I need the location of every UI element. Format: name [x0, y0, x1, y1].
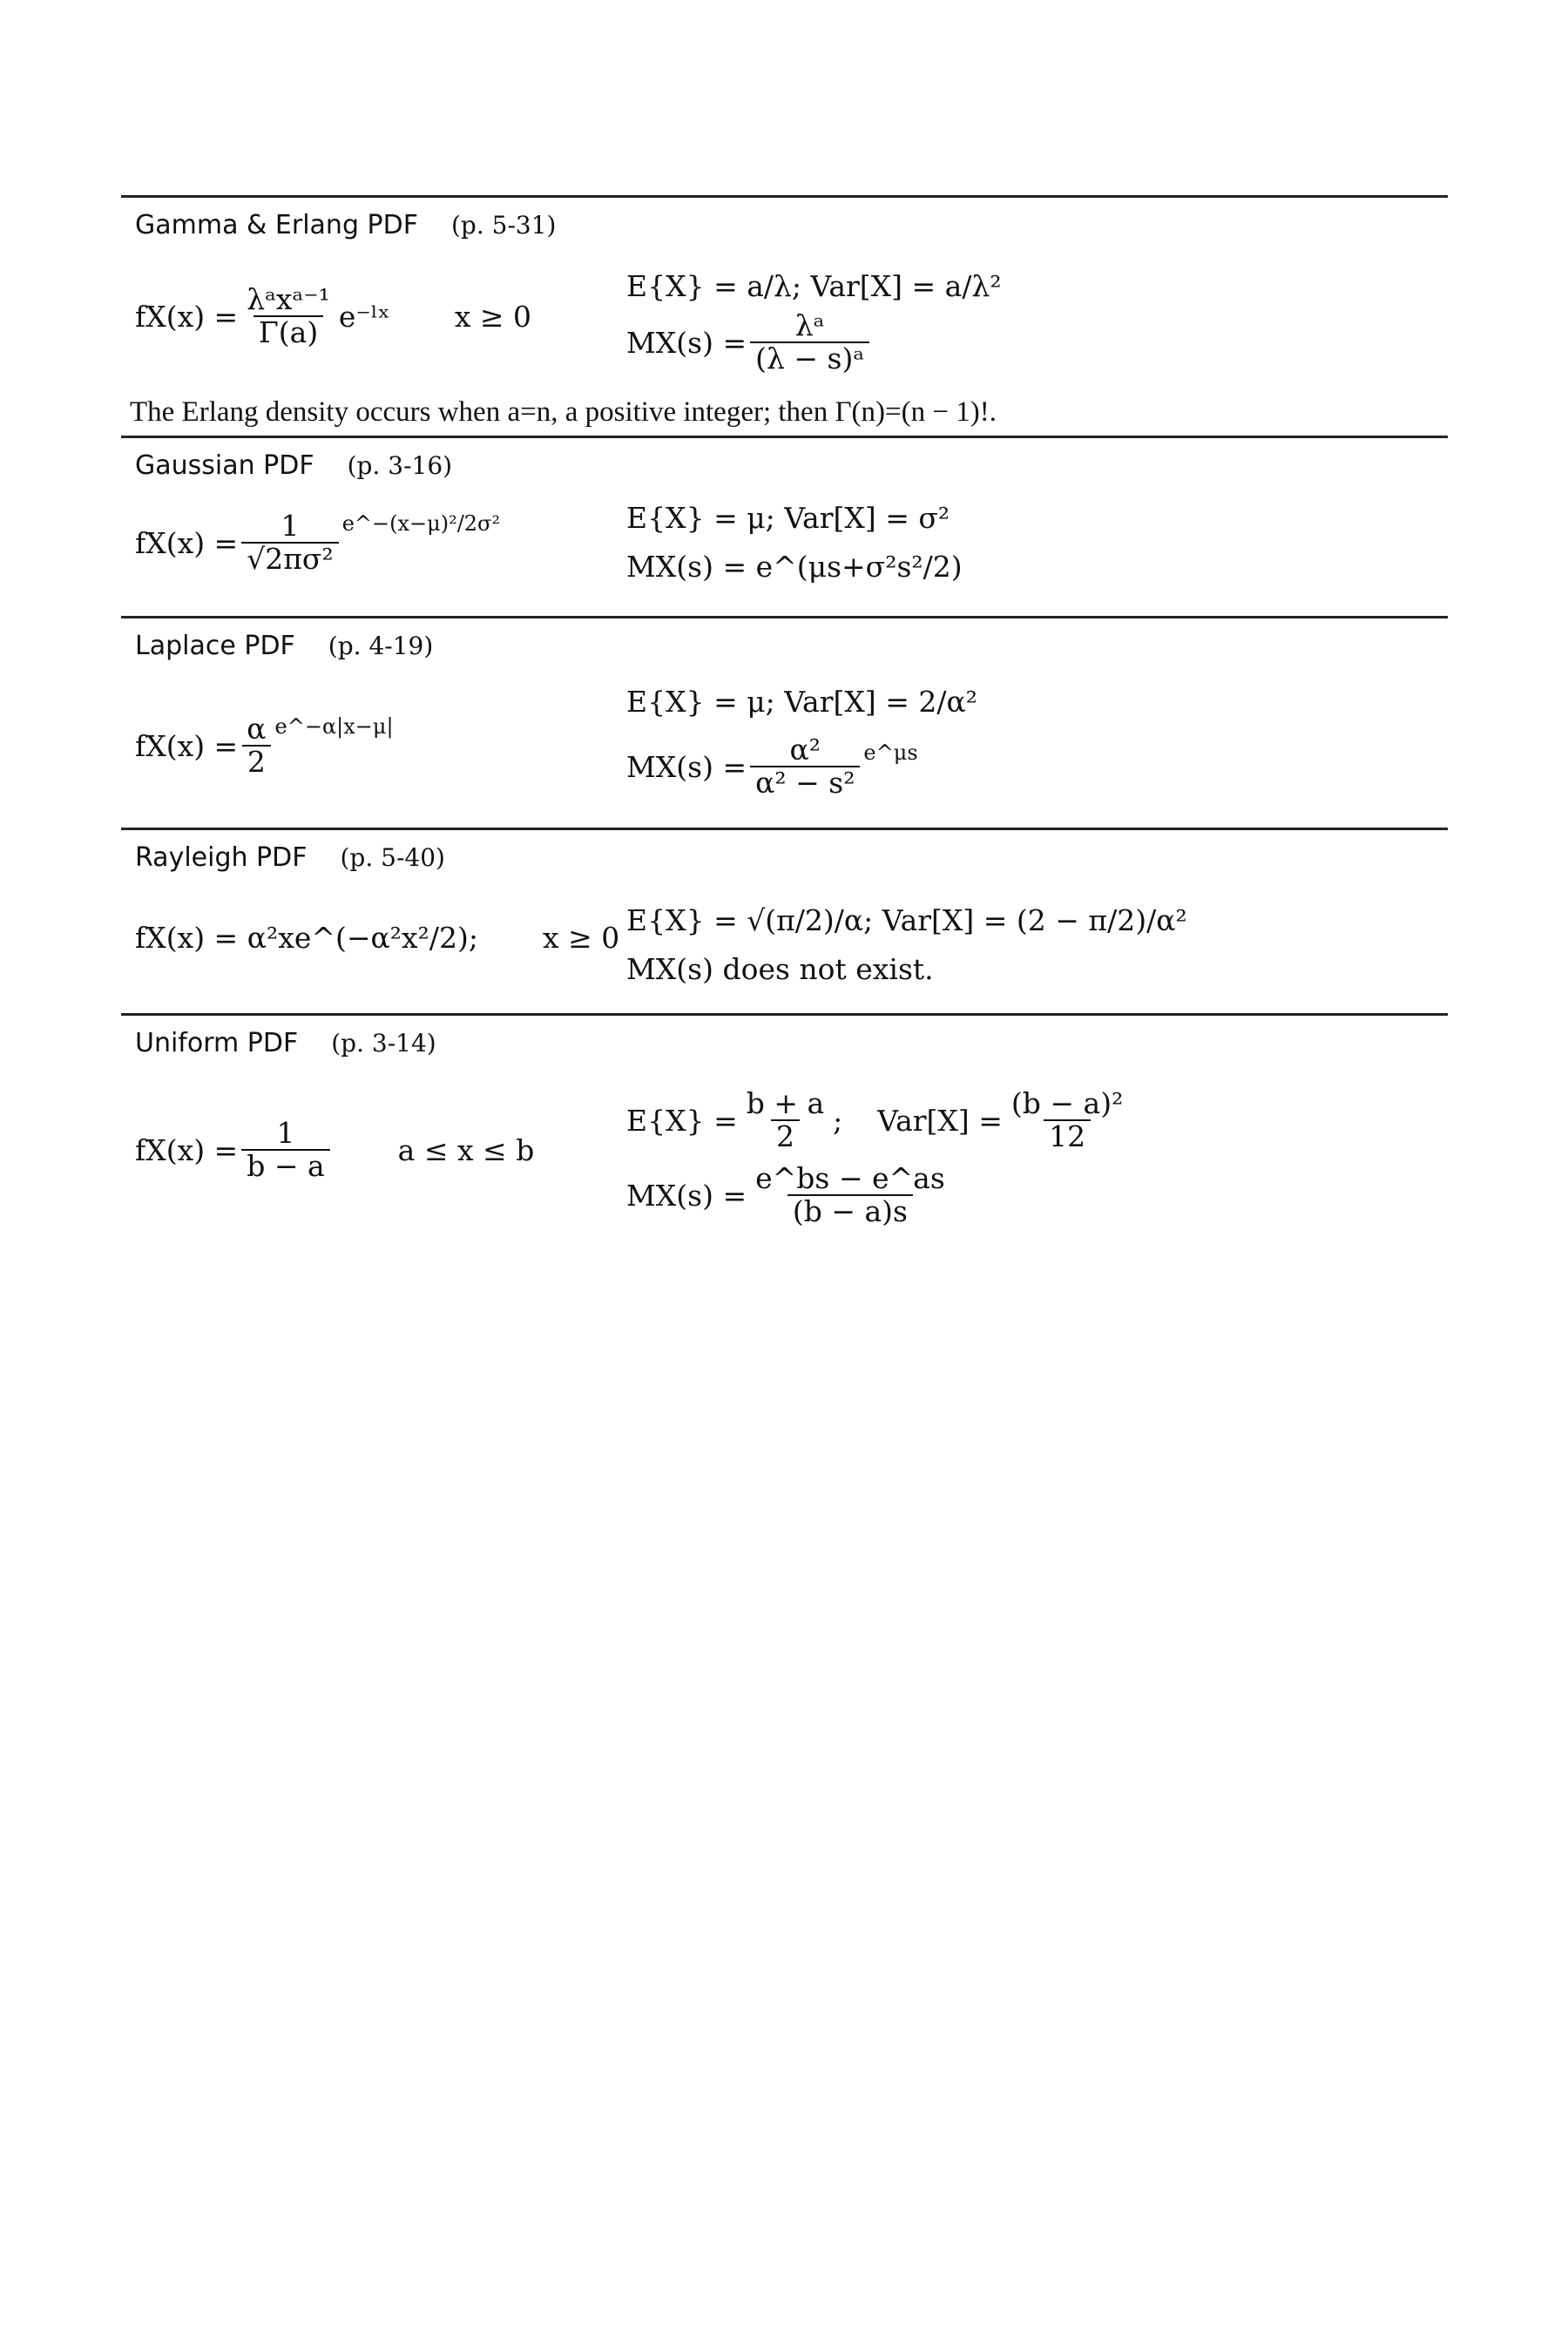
section-header [121, 198, 1448, 248]
mgf-formula: MX(s) = $\frac{\text{λᵃ}}{\text{(λ − s)ᵃ}}$ [626, 311, 873, 375]
support-condition: x ≥ 0 [543, 921, 620, 955]
page-reference: (p. 4-19) [328, 632, 434, 660]
section-header [121, 438, 1448, 489]
section-header [121, 1016, 1448, 1066]
fraction: $\frac{\alpha}{2}$ [241, 714, 271, 778]
section-title: Rayleigh PDF [135, 842, 308, 873]
section-title: Laplace PDF [135, 631, 295, 661]
section-title: Uniform PDF [135, 1028, 299, 1058]
mean-variance: E{X} = $\frac{b + a}{2}$ ; Var[X] = $\frac{\text{(b − a)²}}{12}$ [626, 1089, 1132, 1152]
mgf-formula: MX(s) does not exist. [626, 952, 934, 986]
pdf-formula: fX(x) = $\frac{\text{λᵃxᵃ⁻¹}}{\Gamma(a)}$ e⁻ˡˣ x ≥ 0 [135, 282, 532, 349]
fraction: $\frac{\text{α²}}{\text{α² − s²}}$ [750, 735, 860, 799]
section-header [121, 830, 1448, 881]
section-header [121, 618, 1448, 669]
rayleigh-section [121, 828, 1448, 1013]
mean-variance: E{X} = a/λ; Var[X] = a/λ² [626, 269, 1002, 303]
laplace-section [121, 616, 1448, 828]
support-condition: a ≤ x ≤ b [397, 1132, 535, 1167]
fraction: $\frac{1}{\text{√2πσ²}}$ [241, 511, 338, 575]
fraction: $\frac{\text{λᵃ}}{\text{(λ − s)ᵃ}}$ [750, 311, 869, 375]
gamma-erlang-section [121, 195, 1448, 391]
formula-table [121, 195, 1448, 1260]
page-reference: (p. 3-14) [331, 1029, 436, 1058]
fraction: $\frac{\text{λᵃxᵃ⁻¹}}{\Gamma(a)}$ [247, 282, 330, 349]
mean-variance: E{X} = √(π/2)/α; Var[X] = (2 − π/2)/α² [626, 903, 1187, 937]
mgf-formula: MX(s) = $\frac{\text{α²}}{\text{α² − s²}}$ e^μs [626, 733, 918, 800]
page-reference: (p. 3-16) [347, 451, 453, 480]
pdf-formula: fX(x) = $\frac{1}{b - a}$ a ≤ x ≤ b [135, 1116, 535, 1183]
page-reference: (p. 5-31) [450, 211, 557, 240]
mgf-formula: MX(s) = e^(μs+σ²s²/2) [626, 550, 963, 584]
erlang-note: The Erlang density occurs when a=n, a positive integer; then Γ(n)=(n − 1)!. [130, 396, 997, 428]
mgf-formula: MX(s) = $\frac{e\^{}bs - e\^{}as}{(b - a)s}$ [626, 1164, 954, 1227]
pdf-formula: fX(x) = α²xe^(−α²x²/2); x ≥ 0 [135, 921, 620, 955]
section-title: Gaussian PDF [135, 450, 314, 481]
fraction: $\frac{1}{b - a}$ [241, 1119, 329, 1182]
fraction: $\frac{e\^{}bs - e\^{}as}{(b - a)s}$ [755, 1161, 945, 1228]
page-reference: (p. 5-40) [340, 843, 445, 872]
fraction: $\frac{b + a}{2}$ [746, 1086, 825, 1153]
uniform-section [121, 1013, 1448, 1260]
fraction: $\frac{\text{(b − a)²}}{12}$ [1010, 1086, 1124, 1153]
support-condition: x ≥ 0 [454, 299, 532, 334]
mean-variance: E{X} = μ; Var[X] = σ² [626, 501, 950, 535]
section-title: Gamma & Erlang PDF [135, 210, 418, 240]
gaussian-section [121, 436, 1448, 616]
pdf-formula: fX(x) = $\frac{1}{\text{√2πσ²}}$ e^−(x−μ)²/2σ² [135, 509, 501, 576]
pdf-formula: fX(x) = $\frac{\alpha}{2}$ e^−α|x−μ| [135, 712, 394, 779]
mean-variance: E{X} = μ; Var[X] = 2/α² [626, 685, 978, 719]
